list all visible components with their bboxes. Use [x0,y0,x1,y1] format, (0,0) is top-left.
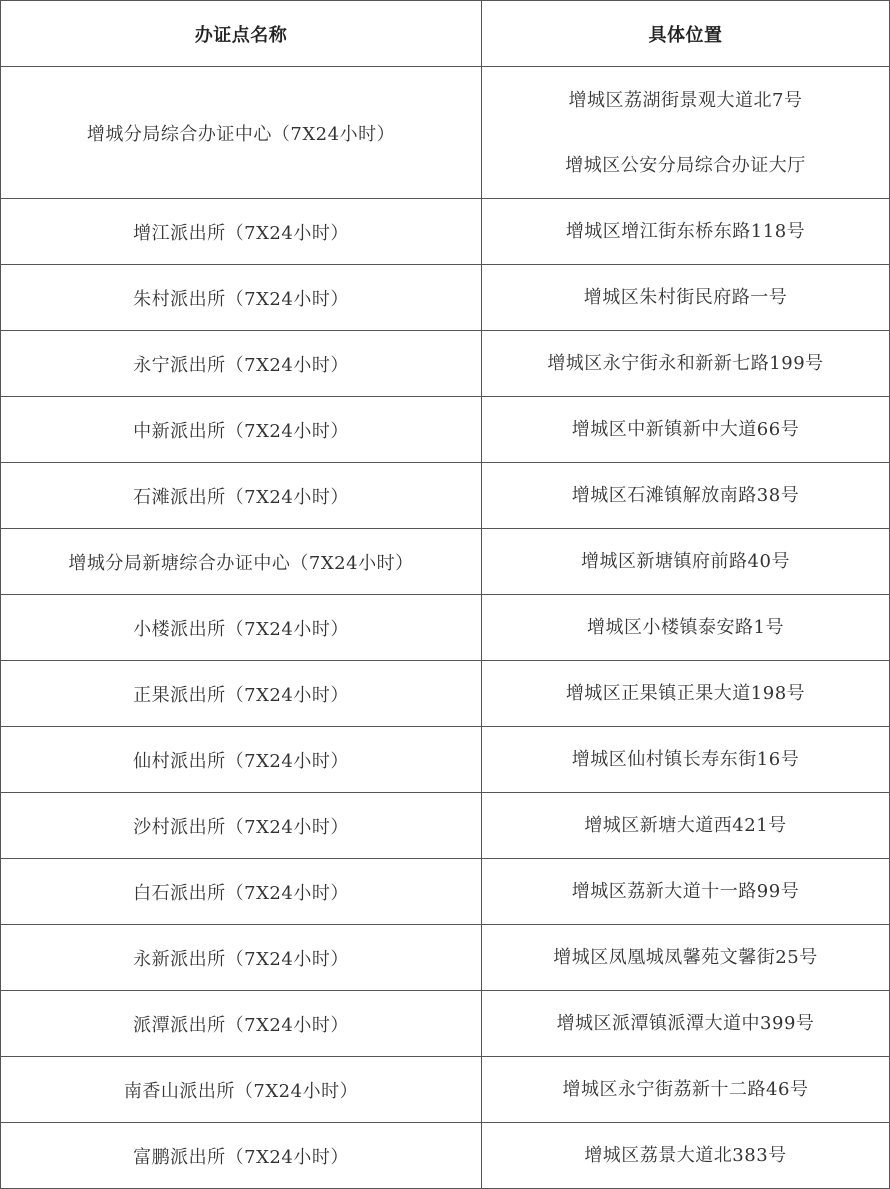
table-row [1,595,890,661]
location-cell [482,397,890,463]
office-name-cell: 正果派出所（7X24小时） [1,661,482,727]
table-row [1,925,890,991]
address-line: 增城区荔景大道北383号 [584,1145,787,1166]
address-line: 增城区荔湖街景观大道北7号 [568,89,803,111]
location-cell [482,529,890,595]
location-cell [482,925,890,991]
table-row [1,1057,890,1123]
address-line: 增城区永宁街永和新新七路199号 [547,353,824,374]
address-line: 增城区永宁街荔新十二路46号 [562,1079,809,1100]
office-name-cell: 增城分局新塘综合办证中心（7X24小时） [1,529,482,595]
location-cell [482,1123,890,1189]
office-name-cell: 永宁派出所（7X24小时） [1,331,482,397]
location-cell [482,463,890,529]
office-name-cell: 增城分局综合办证中心（7X24小时） [1,67,482,199]
address-line: 增城区石滩镇解放南路38号 [571,485,800,506]
table-body [1,67,890,1189]
office-name-cell: 小楼派出所（7X24小时） [1,595,482,661]
table-row [1,991,890,1057]
table-row [1,793,890,859]
location-cell [482,991,890,1057]
office-name-cell: 南香山派出所（7X24小时） [1,1057,482,1123]
location-cell [482,265,890,331]
location-cell [482,595,890,661]
address-line: 增城区中新镇新中大道66号 [571,419,800,440]
office-name-cell: 白石派出所（7X24小时） [1,859,482,925]
office-name-cell: 永新派出所（7X24小时） [1,925,482,991]
address-line: 增城区小楼镇泰安路1号 [587,617,784,638]
table-row [1,331,890,397]
table-row [1,859,890,925]
address-line: 增城区派潭镇派潭大道中399号 [556,1013,815,1034]
location-cell [482,727,890,793]
office-name-cell: 中新派出所（7X24小时） [1,397,482,463]
location-cell [482,661,890,727]
address-line: 增城区正果镇正果大道198号 [565,683,806,704]
address-line: 增城区朱村街民府路一号 [583,287,788,308]
table-row [1,727,890,793]
location-cell [482,331,890,397]
header-location: 具体位置 [482,1,890,67]
address-line: 增城区凤凰城凤馨苑文馨街25号 [553,947,818,968]
office-name-cell: 朱村派出所（7X24小时） [1,265,482,331]
address-line: 增城区公安分局综合办证大厅 [565,154,806,176]
location-cell [482,859,890,925]
office-name-cell: 增江派出所（7X24小时） [1,199,482,265]
address-line: 增城区新塘大道西421号 [584,815,787,836]
location-cell [482,67,890,199]
location-cell [482,1057,890,1123]
table-row [1,67,890,199]
table-row [1,1123,890,1189]
table-header-row [1,1,890,67]
table-row [1,529,890,595]
address-line: 增城区荔新大道十一路99号 [571,881,800,902]
office-name-cell: 富鹏派出所（7X24小时） [1,1123,482,1189]
address-line: 增城区新塘镇府前路40号 [581,551,790,572]
table-row [1,265,890,331]
office-name-cell: 石滩派出所（7X24小时） [1,463,482,529]
office-name-cell: 仙村派出所（7X24小时） [1,727,482,793]
location-cell [482,793,890,859]
table-row [1,397,890,463]
header-office-name: 办证点名称 [1,1,482,67]
office-name-cell: 派潭派出所（7X24小时） [1,991,482,1057]
location-cell [482,199,890,265]
table-row [1,463,890,529]
table-row [1,661,890,727]
address-line: 增城区增江街东桥东路118号 [565,221,806,242]
table-row [1,199,890,265]
office-name-cell: 沙村派出所（7X24小时） [1,793,482,859]
address-line: 增城区仙村镇长寿东街16号 [571,749,800,770]
